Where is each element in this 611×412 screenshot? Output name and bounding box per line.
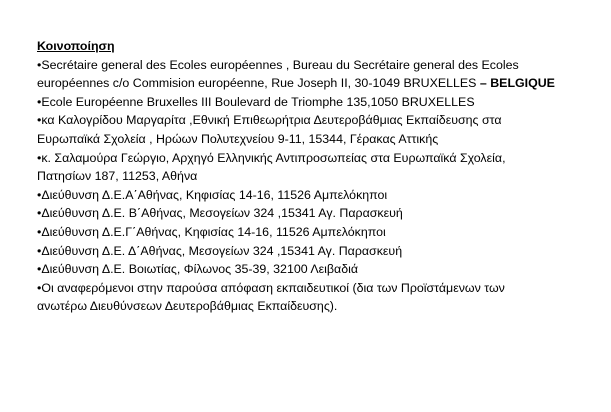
- recipient-line: •Οι αναφερόμενοι στην παρούσα απόφαση εκπαιδευτικοί (δια των Προϊστάμενων των: [37, 280, 505, 295]
- recipient-line: •Διεύθυνση Δ.Ε. Βοιωτίας, Φίλωνος 35-39, 32100 Λειβαδιά: [37, 262, 359, 277]
- recipient-item: [37, 93, 597, 112]
- distribution-heading: Κοινοποίηση: [37, 39, 115, 53]
- recipient-item: [37, 186, 597, 205]
- recipient-line: •Ecole Européenne Bruxelles III Boulevard de Triomphe 135,1050 BRUXELLES: [37, 94, 475, 109]
- recipient-line: [37, 74, 597, 93]
- recipient-line: •κα Καλογρίδου Μαργαρίτα ,Εθνική Επιθεωρήτρια Δευτεροβάθμιας Εκπαίδευσης στα: [37, 113, 502, 128]
- recipient-item: [37, 279, 597, 316]
- recipient-item: [37, 242, 597, 261]
- recipient-country: – BELGIQUE: [476, 76, 555, 91]
- recipient-item: [37, 149, 597, 186]
- recipient-line: Ευρωπαϊκά Σχολεία , Ηρώων Πολυτεχνείου 9-11, 15344, Γέρακας Αττικής: [37, 131, 439, 146]
- recipient-line: •Secrétaire general des Ecoles européennes , Bureau du Secrétaire general des Ecoles: [37, 57, 519, 72]
- recipient-line: •Διεύθυνση Δ.Ε. Δ΄Αθήνας, Μεσογείων 324 ,15341 Αγ. Παρασκευή: [37, 243, 403, 258]
- recipient-line-text: européennes c/o Commision européenne, Rue Joseph II, 30-1049 BRUXELLES: [37, 76, 477, 91]
- recipient-line: ανωτέρω Διευθύνσεων Δευτεροβάθμιας Εκπαίδευσης).: [37, 299, 338, 314]
- recipient-item: [37, 111, 597, 148]
- recipient-line: •Διεύθυνση Δ.Ε.Γ΄Αθήνας, Κηφισίας 14-16, 11526 Αμπελόκηποι: [37, 224, 386, 239]
- recipient-line: •Διεύθυνση Δ.Ε. Β΄Αθήνας, Μεσογείων 324 ,15341 Αγ. Παρασκευή: [37, 206, 403, 221]
- recipient-line: •κ. Σαλαμούρα Γεώργιο, Αρχηγό Ελληνικής Αντιπροσωπείας στα Ευρωπαϊκά Σχολεία,: [37, 150, 506, 165]
- recipient-item: [37, 204, 597, 223]
- distribution-list: [37, 37, 597, 316]
- recipient-item: [37, 56, 597, 93]
- recipient-item: [37, 223, 597, 242]
- recipient-line: •Διεύθυνση Δ.Ε.Α΄Αθήνας, Κηφισίας 14-16, 11526 Αμπελόκηποι: [37, 187, 388, 202]
- recipient-line: Πατησίων 187, 11253, Αθήνα: [37, 169, 198, 184]
- recipient-item: [37, 260, 597, 279]
